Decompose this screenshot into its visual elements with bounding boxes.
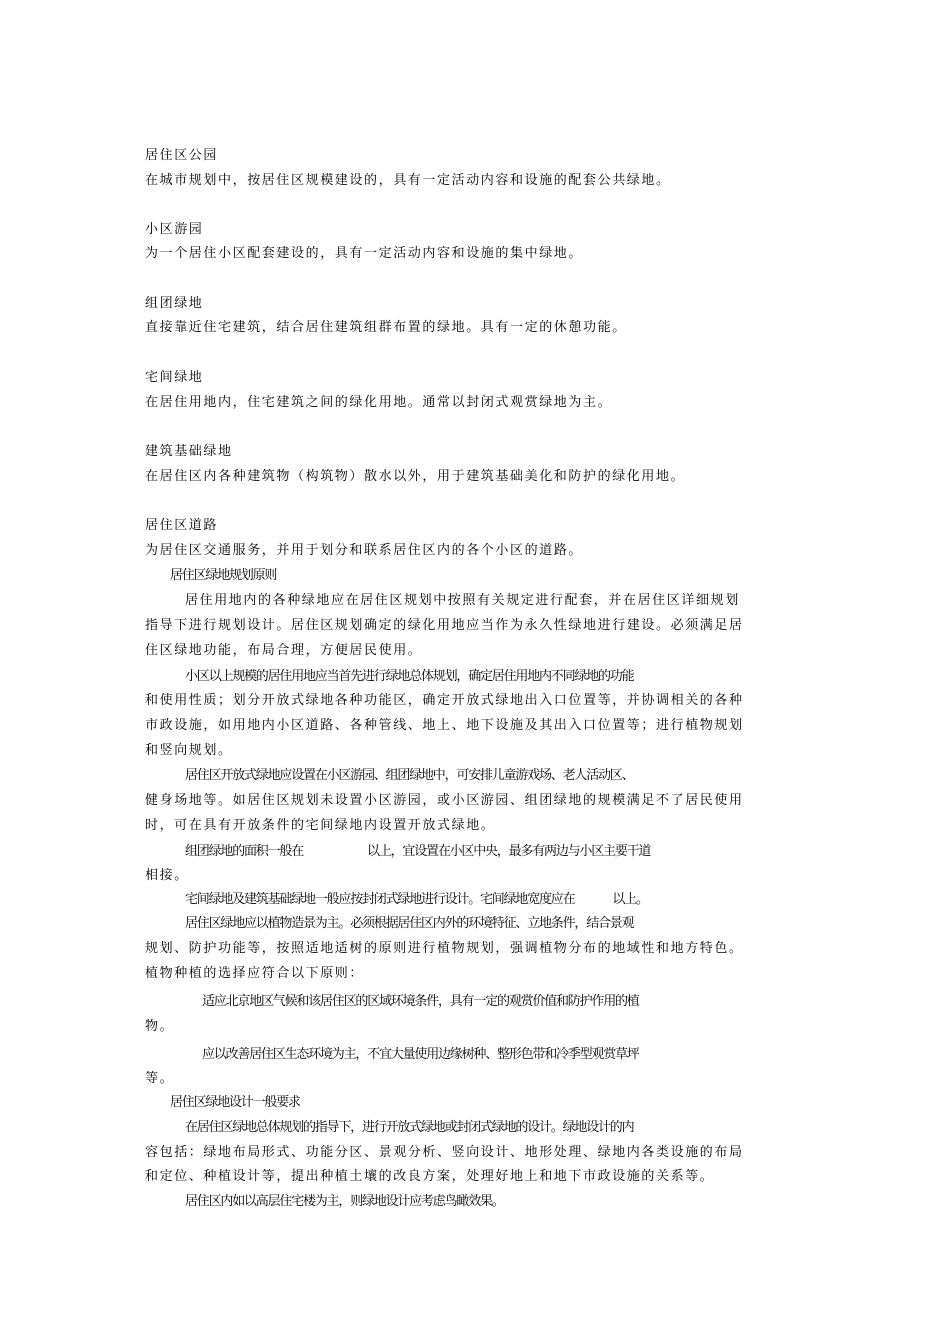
section-heading: 居住区绿地规划原则 — [170, 568, 277, 583]
term-heading: 组团绿地 — [145, 296, 204, 311]
paragraph-line: 住区绿地功能，布局合理，方便居民使用。 — [145, 643, 423, 658]
paragraph-line: 规划、防护功能等，按照适地适树的原则进行植物规划，强调植物分布的地域性和地方特色。 — [145, 941, 744, 956]
paragraph-line: 居住区开放式绿地应设置在小区游园、组团绿地中，可安排儿童游戏场、老人活动区、 — [185, 768, 634, 783]
paragraph-line — [185, 890, 850, 910]
text-run: 组团绿地的面积一般在 — [185, 844, 304, 859]
paragraph-line: 居住区内如以高层住宅楼为主，则绿地设计应考虑鸟瞰效果。 — [185, 1194, 504, 1209]
paragraph-line: 应以改善居住区生态环境为主，不宜大量使用边缘树种、整形色带和冷季型观赏草坪 — [202, 1047, 639, 1062]
paragraph-line: 健身场地等。如居住区规划未设置小区游园，或小区游园、组团绿地的规模满足不了居民使用 — [145, 793, 744, 808]
paragraph-line: 市政设施，如用地内小区道路、各种管线、地上、地下设施及其出入口位置等；进行植物规划 — [145, 718, 744, 733]
paragraph-line: 和定位、种植设计等，提出种植土壤的改良方案，处理好地上和地下市政设施的关系等。 — [145, 1169, 715, 1184]
paragraph-line: 居住用地内的各种绿地应在居住区规划中按照有关规定进行配套，并在居住区详细规划 — [185, 593, 740, 608]
paragraph-line: 等。 — [145, 1071, 175, 1086]
paragraph-line: 在居住区绿地总体规划的指导下，进行开放式绿地或封闭式绿地的设计。绿地设计的内 — [185, 1120, 634, 1135]
paragraph-line: 适应北京地区气候和该居住区的区域环境条件，具有一定的观赏价值和防护作用的植 — [202, 994, 639, 1009]
term-heading: 居住区公园 — [145, 148, 219, 163]
paragraph-line: 和竖向规划。 — [145, 743, 233, 758]
term-definition: 在城市规划中，按居住区规模建设的，具有一定活动内容和设施的配套公共绿地。 — [145, 173, 671, 188]
text-run: 宅间绿地及建筑基础绿地一般应按封闭式绿地进行设计。宅间绿地宽度应在 — [185, 892, 575, 907]
paragraph-line: 植物种植的选择应符合以下原则： — [145, 966, 365, 981]
term-definition: 为居住区交通服务，并用于划分和联系居住区内的各个小区的道路。 — [145, 543, 584, 558]
term-heading: 居住区道路 — [145, 518, 219, 533]
paragraph-line: 指导下进行规划设计。居住区规划确定的绿化用地应当作为永久性绿地进行建设。必须满足居 — [145, 618, 744, 633]
term-definition: 在居住用地内，住宅建筑之间的绿化用地。通常以封闭式观赏绿地为主。 — [145, 395, 613, 410]
term-heading: 建筑基础绿地 — [145, 444, 233, 459]
term-definition: 直接靠近住宅建筑，结合居住建筑组群布置的绿地。具有一定的休憩功能。 — [145, 320, 627, 335]
paragraph-line — [185, 842, 850, 862]
section-heading: 居住区绿地设计一般要求 — [170, 1095, 300, 1110]
term-definition: 为一个居住小区配套建设的，具有一定活动内容和设施的集中绿地。 — [145, 246, 584, 261]
term-heading: 宅间绿地 — [145, 370, 204, 385]
paragraph-line: 居住区绿地应以植物造景为主。必须根据居住区内外的环境特征、立地条件，结合景观 — [185, 916, 634, 931]
paragraph-line: 小区以上规模的居住用地应当首先进行绿地总体规划，确定居住用地内不同绿地的功能 — [185, 669, 634, 684]
paragraph-line: 物。 — [145, 1019, 175, 1034]
paragraph-line: 相接。 — [145, 868, 189, 883]
paragraph-line: 和使用性质；划分开放式绿地各种功能区，确定开放式绿地出入口位置等，并协调相关的各种 — [145, 693, 744, 708]
text-run: 以上。 — [612, 892, 648, 907]
paragraph-line: 容包括：绿地布局形式、功能分区、景观分析、竖向设计、地形处理、绿地内各类设施的布局 — [145, 1145, 744, 1160]
paragraph-line: 时，可在具有开放条件的宅间绿地内设置开放式绿地。 — [145, 818, 496, 833]
text-run: 以上，宜设置在小区中央，最多有两边与小区主要干道 — [367, 844, 651, 859]
term-heading: 小区游园 — [145, 222, 204, 237]
term-definition: 在居住区内各种建筑物（构筑物）散水以外，用于建筑基础美化和防护的绿化用地。 — [145, 469, 686, 484]
